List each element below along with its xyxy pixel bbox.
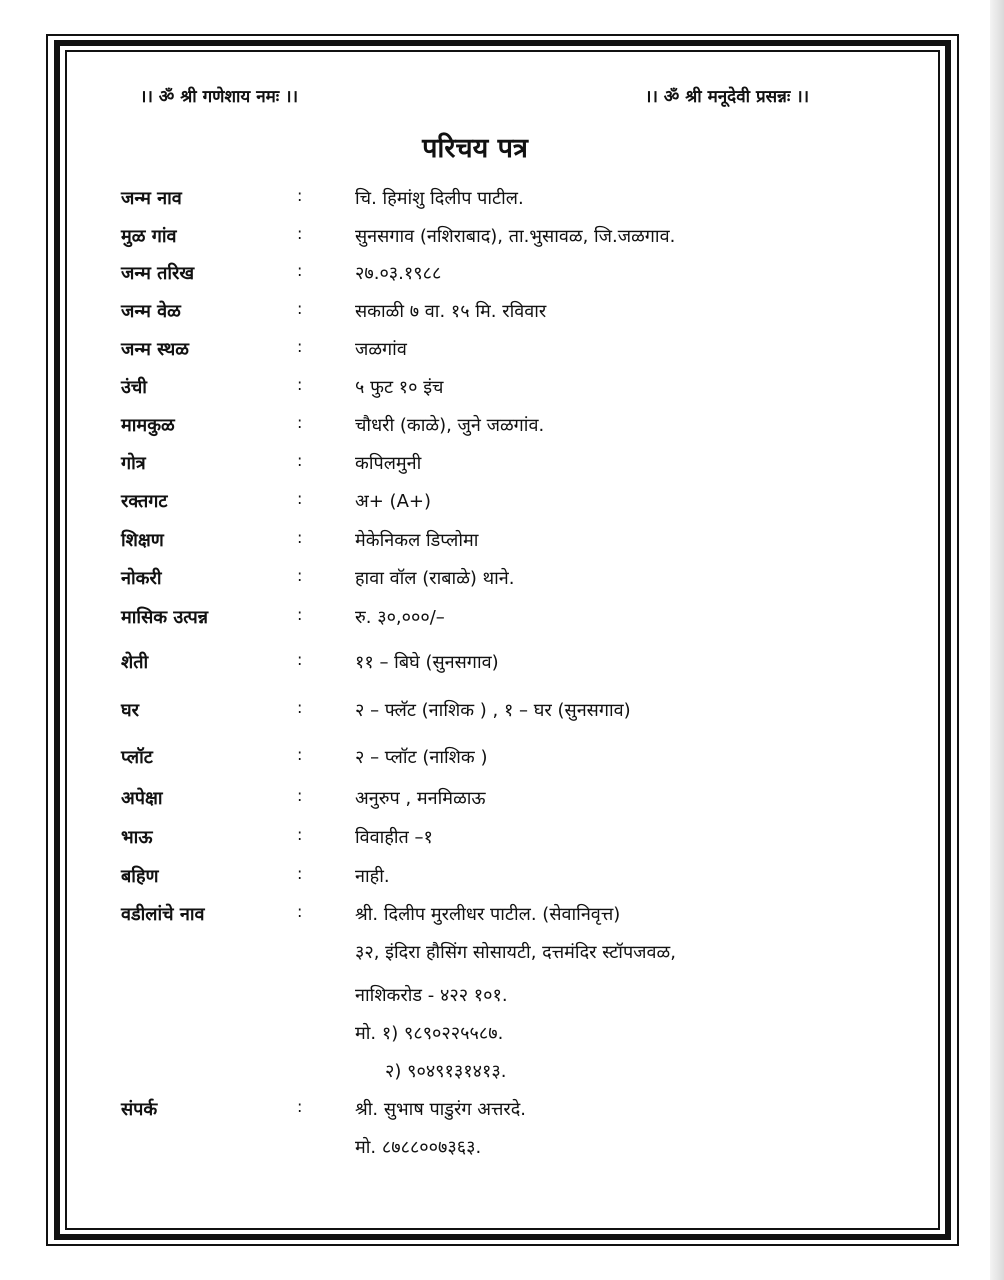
field-row-birth-place — [0, 337, 950, 367]
field-label: अपेक्षा — [121, 788, 163, 809]
field-label: मामकुळ — [121, 415, 175, 436]
field-value: कपिलमुनी — [355, 453, 422, 474]
field-label: भाऊ — [121, 827, 153, 848]
field-label: जन्म वेळ — [121, 301, 181, 322]
field-row-expectation — [0, 786, 950, 816]
field-separator: : — [297, 413, 303, 432]
field-separator: : — [297, 375, 303, 394]
field-row-father-name — [0, 902, 950, 932]
field-value: ५ फुट १० इंच — [355, 377, 444, 398]
field-label: घर — [121, 700, 139, 721]
field-label: शिक्षण — [121, 530, 164, 551]
field-row-job — [0, 566, 950, 596]
field-value: हावा वॉल (राबाळे) थाने. — [355, 568, 515, 589]
field-separator: : — [297, 489, 303, 508]
field-value: नाशिकरोड - ४२२ १०१. — [355, 985, 508, 1006]
field-label: वडीलांचे नाव — [121, 904, 205, 925]
field-separator: : — [297, 224, 303, 243]
field-value: श्री. सुभाष पाडुरंग अत्तरदे. — [355, 1099, 527, 1120]
field-row-sister — [0, 864, 950, 894]
field-label: जन्म तरिख — [121, 263, 195, 284]
field-row-contact — [0, 1097, 950, 1127]
field-separator: : — [297, 605, 303, 624]
field-label: उंची — [121, 377, 147, 398]
field-value: ११ – बिघे (सुनसगाव) — [355, 652, 499, 673]
field-separator: : — [297, 864, 303, 883]
field-label: बहिण — [121, 866, 159, 887]
field-row-brother — [0, 825, 950, 855]
field-value: सुनसगाव (नशिराबाद), ता.भुसावळ, जि.जळगाव. — [355, 226, 676, 247]
field-separator: : — [297, 786, 303, 805]
field-label: जन्म स्थळ — [121, 339, 189, 360]
field-row-birth-time — [0, 299, 950, 329]
field-separator: : — [297, 902, 303, 921]
field-value: रु. ३०,०००/– — [355, 607, 445, 628]
contact-phone-line — [0, 1135, 950, 1165]
field-row-gotra — [0, 451, 950, 481]
field-label: शेती — [121, 652, 149, 673]
field-label: मुळ गांव — [121, 226, 177, 247]
field-separator: : — [297, 1097, 303, 1116]
field-value: विवाहीत –१ — [355, 827, 433, 848]
field-row-blood-group — [0, 489, 950, 519]
field-separator: : — [297, 261, 303, 280]
field-row-plot — [0, 745, 950, 775]
field-value: जळगांव — [355, 339, 407, 360]
field-label: नोकरी — [121, 568, 162, 589]
field-label: प्लॉट — [121, 747, 153, 768]
field-value: २७.०३.१९८८ — [355, 263, 442, 284]
field-separator: : — [297, 566, 303, 585]
field-row-farm — [0, 650, 950, 680]
field-value: ३२, इंदिरा हौसिंग सोसायटी, दत्तमंदिर स्टॉपजवळ, — [355, 942, 676, 963]
field-value: सकाळी ७ वा. १५ मि. रविवार — [355, 301, 547, 322]
father-phone-line — [0, 1059, 950, 1089]
field-separator: : — [297, 451, 303, 470]
field-separator: : — [297, 186, 303, 205]
field-separator: : — [297, 650, 303, 669]
father-address-line — [0, 940, 950, 970]
invocation-left: ।। ॐ श्री गणेशाय नमः ।। — [140, 87, 299, 107]
field-value: मो. ८७८८००७३६३. — [355, 1137, 482, 1158]
field-value: नाही. — [355, 866, 390, 887]
field-row-native-village — [0, 224, 950, 254]
field-value: २) ९०४९१३१४१३. — [385, 1061, 507, 1082]
field-separator: : — [297, 299, 303, 318]
field-value: मो. १) ९८९०२२५५८७. — [355, 1023, 504, 1044]
field-row-maternal-family — [0, 413, 950, 443]
field-label: संपर्क — [121, 1099, 158, 1120]
field-label: जन्म नाव — [121, 188, 182, 209]
field-value: चि. हिमांशु दिलीप पाटील. — [355, 188, 524, 209]
field-separator: : — [297, 337, 303, 356]
father-phone-line — [0, 1021, 950, 1051]
field-separator: : — [297, 698, 303, 717]
field-value: श्री. दिलीप मुरलीधर पाटील. (सेवानिवृत्त) — [355, 904, 621, 925]
field-value: २ – फ्लॅट (नाशिक ) , १ – घर (सुनसगाव) — [355, 700, 631, 721]
page-title: परिचय पत्र — [422, 133, 528, 164]
field-label: गोत्र — [121, 453, 146, 474]
field-row-monthly-income — [0, 605, 950, 635]
field-row-house — [0, 698, 950, 728]
field-value: अ+ (A+) — [355, 491, 431, 512]
field-separator: : — [297, 825, 303, 844]
field-label: मासिक उत्पन्न — [121, 607, 209, 628]
field-row-birth-date — [0, 261, 950, 291]
field-row-birth-name — [0, 186, 950, 216]
field-row-height — [0, 375, 950, 405]
field-value: मेकेनिकल डिप्लोमा — [355, 530, 479, 551]
field-value: चौधरी (काळे), जुने जळगांव. — [355, 415, 545, 436]
father-address-line — [0, 983, 950, 1013]
field-label: रक्तगट — [121, 491, 168, 512]
field-value: अनुरुप , मनमिळाऊ — [355, 788, 486, 809]
invocation-right: ।। ॐ श्री मनूदेवी प्रसन्नः ।। — [645, 87, 810, 107]
field-row-education — [0, 528, 950, 558]
field-separator: : — [297, 528, 303, 547]
field-value: २ – प्लॉट (नाशिक ) — [355, 747, 488, 768]
field-separator: : — [297, 745, 303, 764]
